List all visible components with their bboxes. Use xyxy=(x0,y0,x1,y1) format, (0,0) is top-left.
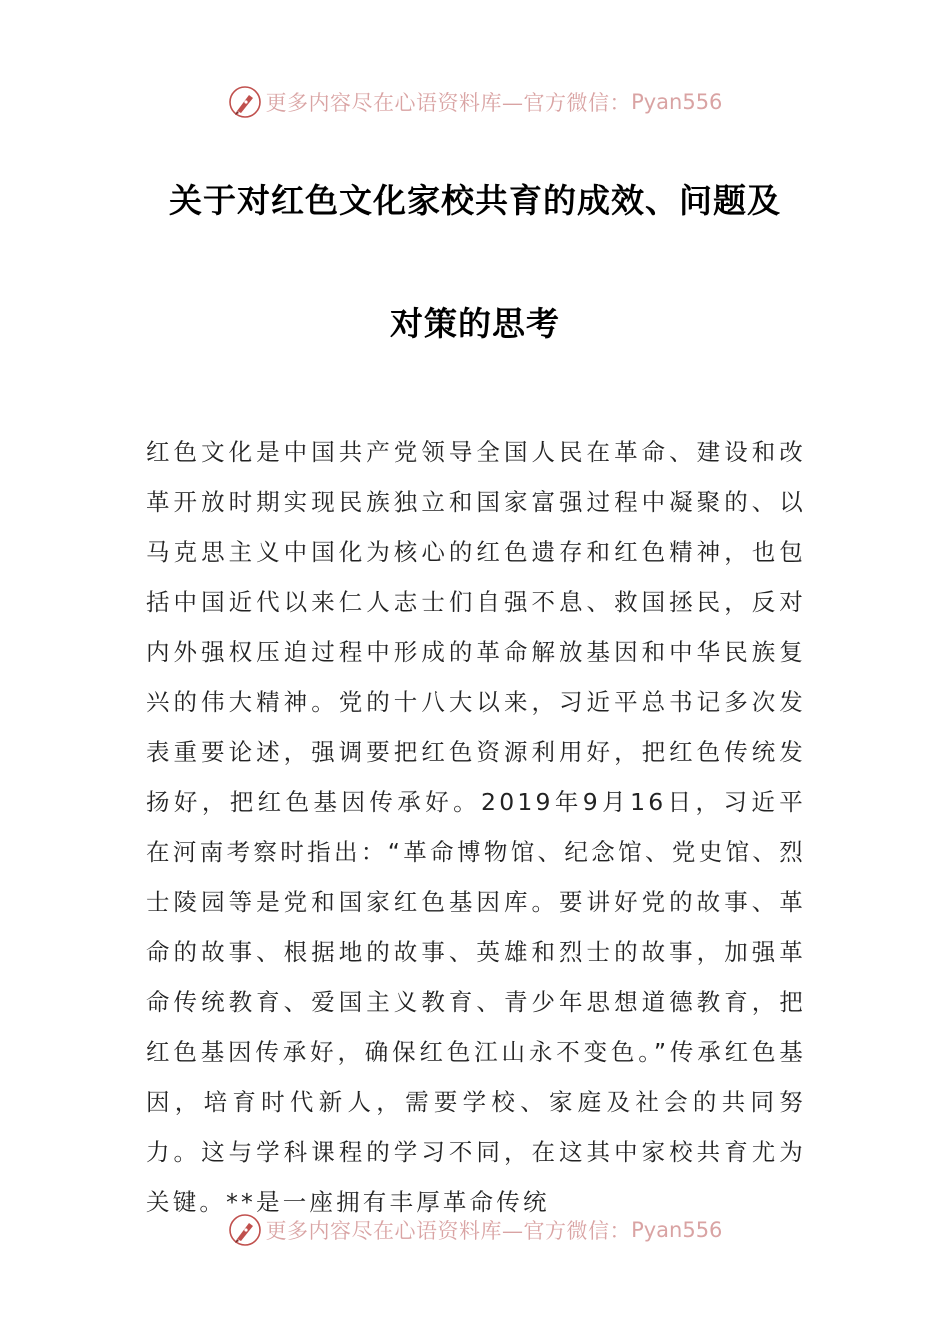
pen-logo-icon xyxy=(228,85,262,119)
document-title-line-2: 对策的思考 xyxy=(390,304,560,343)
body-paragraph: 红色文化是中国共产党领导全国人民在革命、建设和改革开放时期实现民族独立和国家富强过程中凝聚的、以马克思主义中国化为核心的红色遗存和红色精神，也包括中国近代以来仁人志士们自强不息、救国拯民，反对内外强权压迫过程中形成的革命解放基因和中华民族复兴的伟大精神。党的十八大以来，习近平总书记多次发表重要论述，强调要把红色资源利用好，把红色传统发扬好，把红色基因传承好。2019年9月16日，习近平在河南考察时指出：“革命博物馆、纪念馆、党史馆、烈士陵园等是党和国家红色基因库。要讲好党的故事、革命的故事、根据地的故事、英雄和烈士的故事，加强革命传统教育、爱国主义教育、青少年思想道德教育，把红色基因传承好，确保红色江山永不变色。”传承红色基因，培育时代新人，需要学校、家庭及社会的共同努力。这与学科课程的学习不同，在这其中家校共育尤为关键。**是一座拥有丰厚革命传统 xyxy=(146,438,806,1216)
watermark-text: 更多内容尽在心语资料库—官方微信： xyxy=(265,1219,632,1243)
watermark-wechat-id: Pyan556 xyxy=(631,1218,723,1242)
document-title-line-1: 关于对红色文化家校共育的成效、问题及 xyxy=(169,181,781,220)
pen-logo-icon xyxy=(228,1213,262,1247)
header-watermark xyxy=(0,80,950,124)
watermark-wechat-id: Pyan556 xyxy=(631,90,723,114)
watermark-text: 更多内容尽在心语资料库—官方微信： xyxy=(265,91,632,115)
footer-watermark xyxy=(0,1208,950,1252)
